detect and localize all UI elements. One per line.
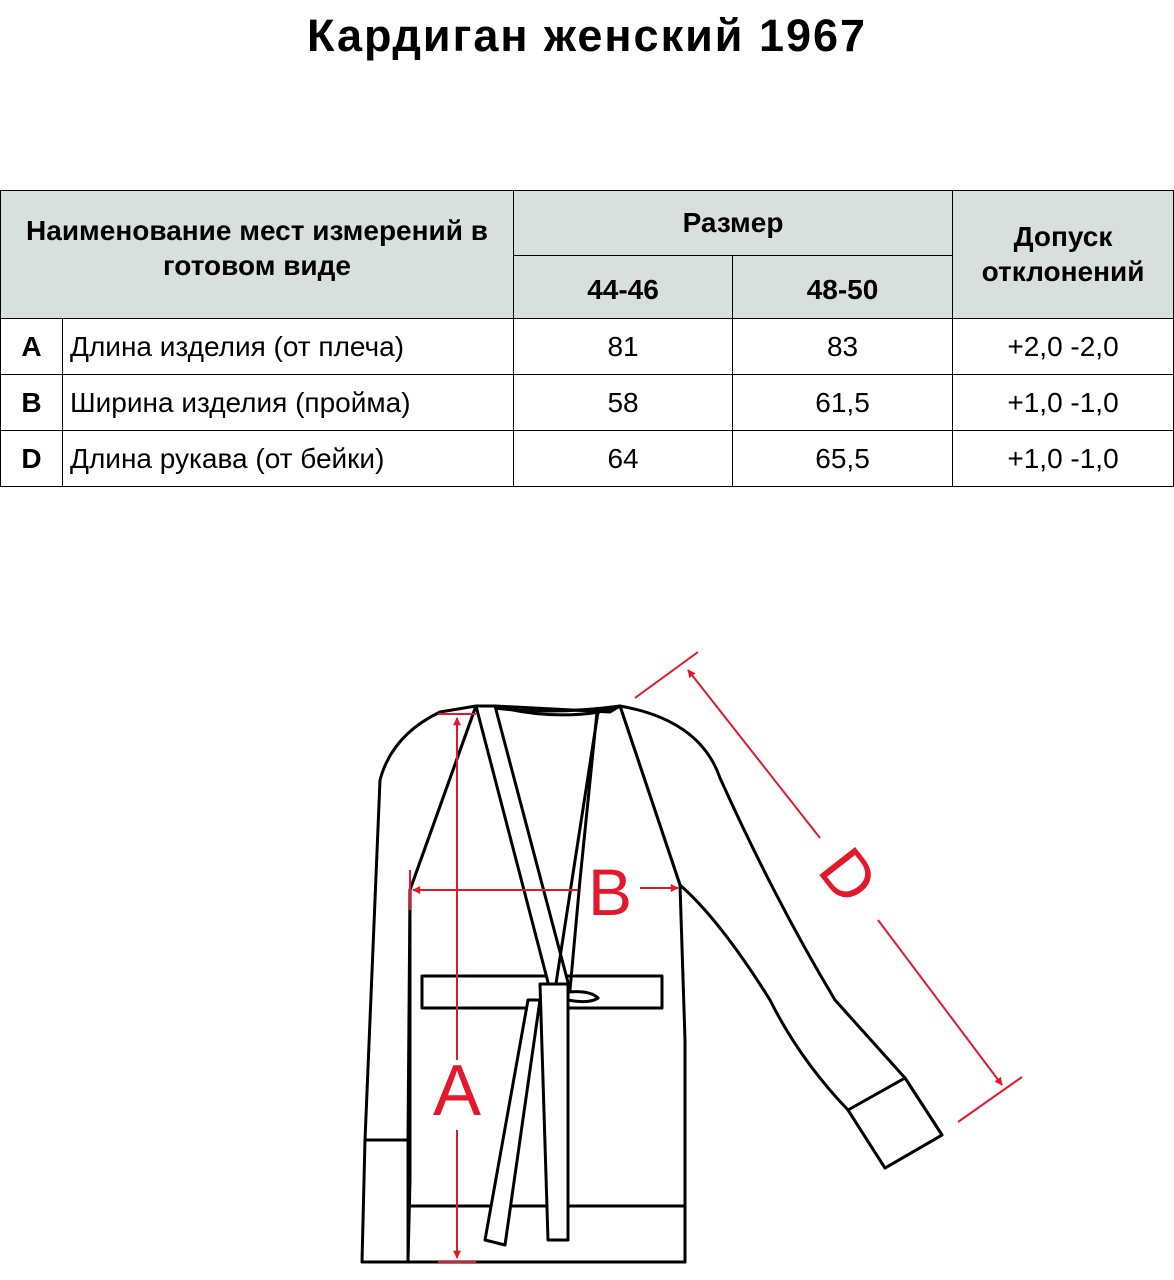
row-size-1: 58 [514,375,733,431]
row-name: Длина рукава (от бейки) [63,431,514,487]
dimension-label-d: D [804,833,893,917]
size-table [0,190,1174,487]
row-size-2: 61,5 [733,375,953,431]
row-code: D [1,431,63,487]
row-tolerance: +1,0 -1,0 [953,431,1174,487]
dimension-label-a: A [432,1051,482,1131]
dimension-d-tick-top [635,652,698,698]
row-size-2: 65,5 [733,431,953,487]
header-size-48-50: 48-50 [733,256,953,319]
row-size-1: 64 [514,431,733,487]
row-code: B [1,375,63,431]
row-code: A [1,319,63,375]
header-tolerance: Допуск отклонений [953,191,1174,319]
table-row [1,431,1174,487]
header-size: Размер [514,191,953,256]
page-title: Кардиган женский 1967 [306,10,868,61]
dimension-d-line-bottom [878,920,1002,1085]
row-name: Ширина изделия (пройма) [63,375,514,431]
header-size-44-46: 44-46 [514,256,733,319]
row-tolerance: +2,0 -2,0 [953,319,1174,375]
table-row [1,375,1174,431]
row-name: Длина изделия (от плеча) [63,319,514,375]
cardigan-diagram [0,640,1174,1280]
row-tolerance: +1,0 -1,0 [953,375,1174,431]
dimension-d-tick-bottom [958,1077,1022,1122]
table-row [1,319,1174,375]
dimension-label-b: B [587,855,633,929]
row-size-1: 81 [514,319,733,375]
header-measurement-name: Наименование мест измерений в готовом виде [1,191,514,319]
left-cuff [362,1140,408,1262]
row-size-2: 83 [733,319,953,375]
cardigan-outline [362,706,942,1262]
